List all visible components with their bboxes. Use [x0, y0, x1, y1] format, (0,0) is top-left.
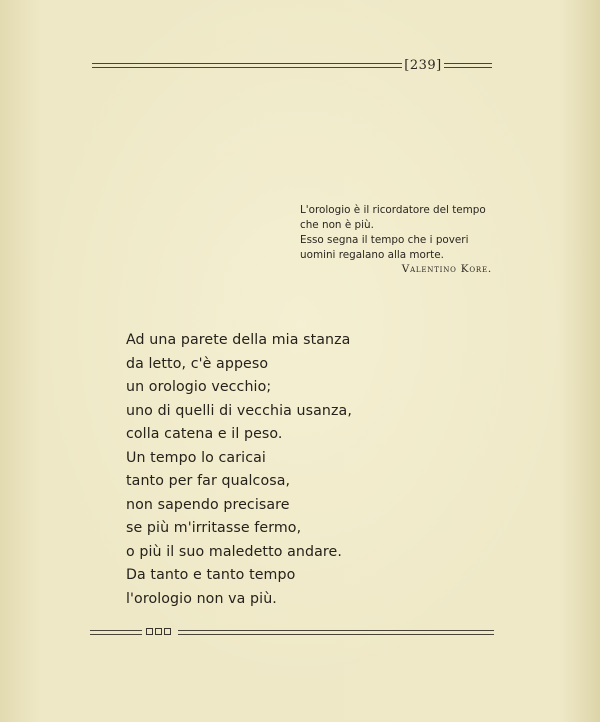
- poem-line: da letto, c'è appeso: [126, 355, 269, 372]
- epigraph-line: Esso segna il tempo che i poveri: [300, 234, 469, 246]
- poem: [126, 329, 426, 611]
- epigraph-line: uomini regalano alla morte.: [300, 249, 444, 261]
- footer-rule-right: [178, 630, 494, 635]
- footer-rule-left: [90, 630, 142, 635]
- epigraph-author: Valentino Kore.: [401, 263, 492, 275]
- poem-line: se più m'irritasse fermo,: [126, 520, 302, 536]
- page-number: [239]: [404, 58, 442, 73]
- poem-line: Da tanto e tanto tempo: [126, 567, 296, 583]
- poem-line: tanto per far qualcosa,: [126, 473, 291, 489]
- poem-line: Ad una parete della mia stanza: [126, 332, 351, 348]
- poem-line: o più il suo maledetto andare.: [126, 543, 342, 560]
- poem-line: non sapendo precisare: [126, 496, 290, 513]
- epigraph-line: che non è più.: [300, 219, 374, 231]
- poem-line: uno di quelli di vecchia usanza,: [126, 402, 352, 419]
- ornament-square-icon: [146, 628, 153, 635]
- epigraph: [300, 203, 500, 263]
- footer-ornament: [146, 628, 171, 635]
- poem-line: l'orologio non va più.: [126, 590, 277, 607]
- epigraph-line: L'orologio è il ricordatore del tempo: [300, 204, 486, 216]
- poem-line: Un tempo lo caricai: [126, 449, 266, 466]
- header-rule-right: [444, 63, 492, 68]
- ornament-square-icon: [164, 628, 171, 635]
- header-rule-left: [92, 63, 402, 68]
- ornament-square-icon: [155, 628, 162, 635]
- poem-line: colla catena e il peso.: [126, 426, 283, 442]
- poem-line: un orologio vecchio;: [126, 379, 272, 395]
